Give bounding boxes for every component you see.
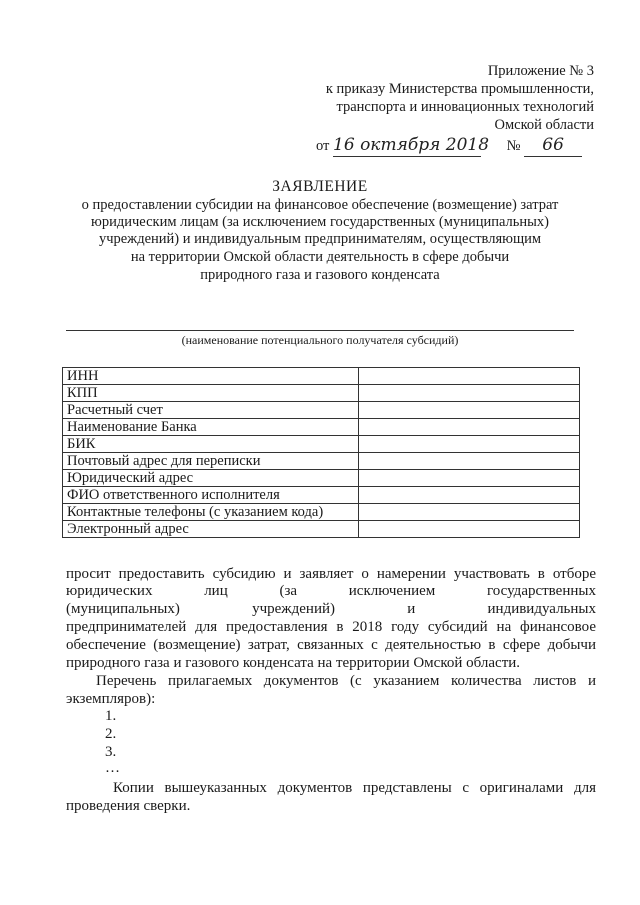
justified-words (66, 583, 596, 601)
list-item: 3. (105, 744, 117, 760)
field-value-cell[interactable] (359, 368, 580, 385)
field-value-cell[interactable] (359, 470, 580, 487)
field-label: Контактные телефоны (с указанием кода) (63, 504, 359, 521)
body-line-3 (66, 601, 596, 619)
appendix-order-line: к приказу Министерства промышленности, (325, 81, 594, 97)
copies-note-line-2: проведения сверки. (66, 798, 191, 814)
word: индивидуальных (487, 601, 596, 617)
body-line-4: предпринимателей для предоставления в 2018 году субсидий на финансовое (66, 619, 596, 635)
body-line-6: природного газа и газового конденсата на территории Омской области. (66, 655, 521, 671)
field-value-cell[interactable] (359, 419, 580, 436)
document-title: ЗАЯВЛЕНИЕ (272, 178, 368, 195)
attachments-intro: Перечень прилагаемых документов (с указанием количества листов и (96, 673, 596, 689)
field-value-cell[interactable] (359, 504, 580, 521)
attachments-intro-cont: экземпляров): (66, 691, 156, 707)
appendix-number: Приложение № 3 (487, 63, 594, 79)
body-line-2 (66, 583, 596, 601)
field-label: Юридический адрес (63, 470, 359, 487)
applicant-name-line[interactable] (66, 330, 574, 331)
field-value-cell[interactable] (359, 436, 580, 453)
table-row (63, 368, 580, 385)
table-row (63, 521, 580, 538)
field-value-cell[interactable] (359, 521, 580, 538)
field-label: Электронный адрес (63, 521, 359, 538)
order-date-row (316, 134, 596, 157)
field-value-cell[interactable] (359, 453, 580, 470)
field-label: Наименование Банка (63, 419, 359, 436)
list-item: 1. (105, 708, 117, 724)
appendix-ministry-line: транспорта и инновационных технологий (336, 99, 594, 115)
word: исключением (348, 583, 436, 599)
field-label: ФИО ответственного исполнителя (63, 487, 359, 504)
title-line-1: о предоставлении субсидии на финансовое обеспечение (возмещение) затрат (81, 197, 559, 213)
table-row (63, 487, 580, 504)
table-row (63, 436, 580, 453)
title-line-3: учреждений) и индивидуальным предпринимателям, осуществляющим (98, 231, 542, 247)
body-line-1: просит предоставить субсидию и заявляет о намерении участвовать в отборе (66, 566, 596, 582)
applicant-caption: (наименование потенциального получателя субсидий) (181, 333, 459, 347)
field-value-cell[interactable] (359, 385, 580, 402)
number-prefix: № (506, 138, 521, 154)
table-row (63, 453, 580, 470)
table-row (63, 402, 580, 419)
table-row (63, 419, 580, 436)
word: (муниципальных) (66, 601, 180, 617)
word: юридических (66, 583, 153, 599)
order-number-handwritten: 66 (524, 134, 582, 157)
field-label: Почтовый адрес для переписки (63, 453, 359, 470)
word: государственных (487, 583, 596, 599)
body-line-5: обеспечение (возмещение) затрат, связанных с деятельностью в сфере добычи (66, 637, 596, 653)
field-label: ИНН (63, 368, 359, 385)
table-row (63, 470, 580, 487)
date-prefix: от (316, 138, 330, 154)
field-value-cell[interactable] (359, 487, 580, 504)
justified-words (66, 601, 596, 619)
title-line-5: природного газа и газового конденсата (200, 267, 440, 283)
list-item: 2. (105, 726, 117, 742)
requisites-table (62, 367, 580, 538)
table-row (63, 385, 580, 402)
word: лиц (204, 583, 228, 599)
word: учреждений) (252, 601, 336, 617)
field-label: Расчетный счет (63, 402, 359, 419)
title-line-4: на территории Омской области деятельность в сфере добычи (130, 249, 510, 265)
table-row (63, 504, 580, 521)
appendix-region-line: Омской области (494, 117, 594, 133)
field-label: БИК (63, 436, 359, 453)
order-date-handwritten: 16 октября 2018 (333, 135, 490, 155)
word: и (407, 601, 416, 617)
field-value-cell[interactable] (359, 402, 580, 419)
field-label: КПП (63, 385, 359, 402)
title-line-2: юридическим лицам (за исключением государственных (муниципальных) (91, 214, 549, 230)
copies-note-line-1: Копии вышеуказанных документов представлены с оригиналами для (113, 780, 596, 796)
word: (за (279, 583, 298, 599)
list-item: … (105, 760, 120, 776)
